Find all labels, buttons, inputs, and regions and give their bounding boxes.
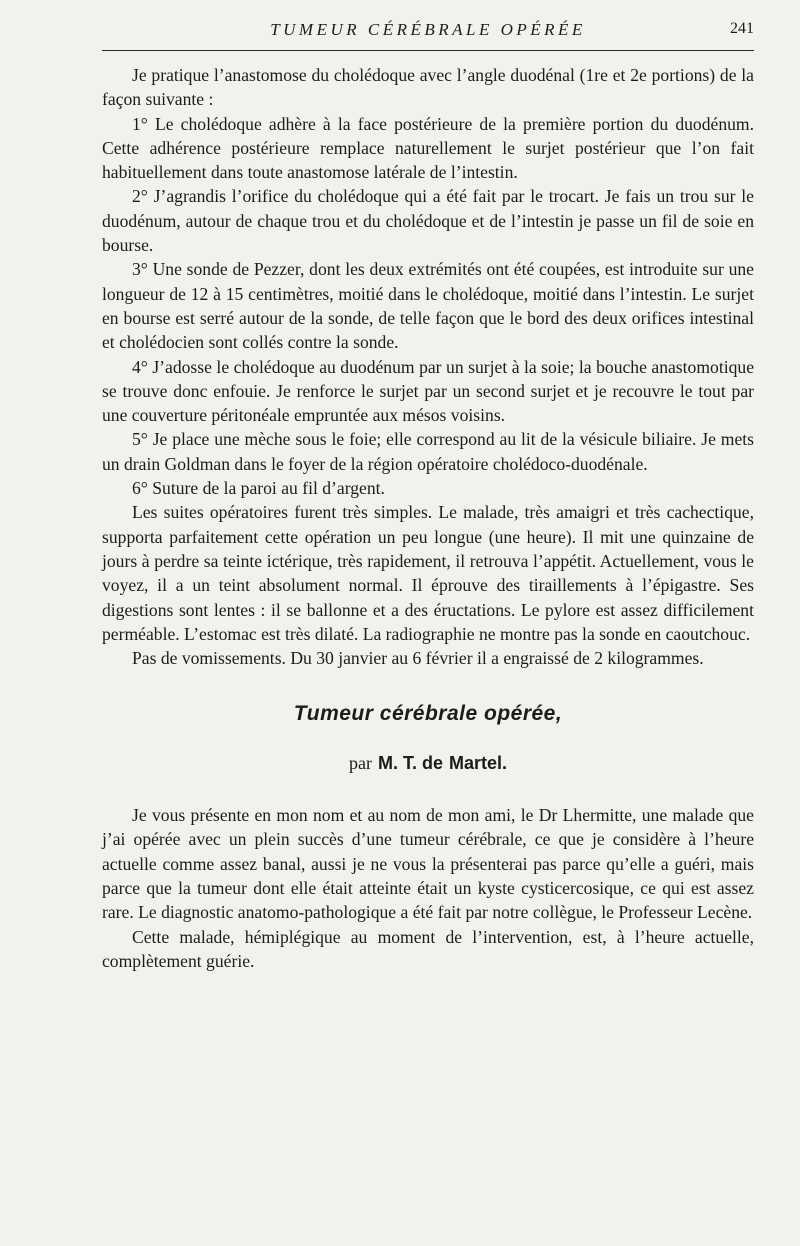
paragraph: 5° Je place une mèche sous le foie; elle correspond au lit de la vésicule biliaire. Je mets un drain Goldman dans le foyer de la région opératoire cholédoco-duodénale.: [102, 429, 754, 474]
page-number: 241: [730, 20, 754, 37]
paragraph: 6° Suture de la paroi au fil d’argent.: [132, 478, 385, 499]
byline: [102, 751, 754, 775]
paragraph: Je vous présente en mon nom et au nom de mon ami, le Dr Lhermitte, une malade que j’ai opérée avec un plein succès d’une tumeur cérébrale, ce que je considère à l’heure actuelle comme assez banal, aussi je ne vous la présenterai pas parce qu’elle a guéri, mais parce que la tumeur dont elle était atteinte était un kyste cysticercosique, ce qui est assez rare. Le diagnostic anatomo-pathologique a été fait par notre collègue, le Professeur Lecène.: [102, 805, 754, 923]
byline-initials: M. T. de: [377, 752, 443, 773]
paragraph: 2° J’agrandis l’orifice du cholédoque qui a été fait par le trocart. Je fais un trou sur le duodénum, autour de chaque trou et du cholédoque et de l’intestin je passe un fil de soie en bourse.: [102, 186, 754, 256]
paragraph: Pas de vomissements. Du 30 janvier au 6 février il a engraissé de 2 kilogrammes.: [132, 648, 704, 669]
running-header: [102, 0, 754, 51]
byline-author-name: Martel.: [448, 752, 508, 773]
byline-prefix: par: [348, 752, 372, 773]
journal-page: [102, 0, 754, 973]
paragraph: 1° Le cholédoque adhère à la face postérieure de la première portion du duodénum. Cette adhérence postérieure remplace naturellement le surjet postérieur que l’on fait habituellement dans toute anastomose latérale de l’intestin.: [102, 113, 754, 183]
running-title: TUMEUR CÉRÉBRALE OPÉRÉE: [270, 20, 586, 39]
paragraph: Je pratique l’anastomose du cholédoque avec l’angle duodénal (1re et 2e portions) de la façon suivante :: [102, 65, 754, 110]
paragraph: Cette malade, hémiplégique au moment de l’intervention, est, à l’heure actuelle, complètement guérie.: [102, 926, 754, 971]
paragraph: Les suites opératoires furent très simples. Le malade, très amaigri et très cachectique, supporta parfaitement cette opération un peu longue (une heure). Il mit une quinzaine de jours à perdre sa teinte ictérique, très rapidement, il retrouva l’appétit. Actuellement, vous le voyez, il a un teint absolument normal. Il éprouve des tiraillements à l’épigastre. Ses digestions sont lentes : il se ballonne et a des éructations. Le pylore est assez difficilement perméable. L’estomac est très dilaté. La radiographie ne montre pas la sonde en caoutchouc.: [102, 502, 754, 644]
paragraph: 3° Une sonde de Pezzer, dont les deux extrémités ont été coupées, est introduite sur une longueur de 12 à 15 centimètres, moitié dans le cholédoque, moitié dans l’intestin. Le surjet en bourse est serré autour de la sonde, de telle façon que le bord des deux orifices intestinal et cholédocien sont collés contre la sonde.: [102, 259, 754, 353]
article-body: [102, 51, 754, 973]
section-title: Tumeur cérébrale opérée,: [293, 702, 563, 726]
paragraph: 4° J’adosse le cholédoque au duodénum par un surjet à la soie; la bouche anastomotique se trouve donc enfouie. Je renforce le surjet par un second surjet et je recouvre le tout par une couverture péritonéale empruntée aux mésos voisins.: [102, 356, 754, 426]
